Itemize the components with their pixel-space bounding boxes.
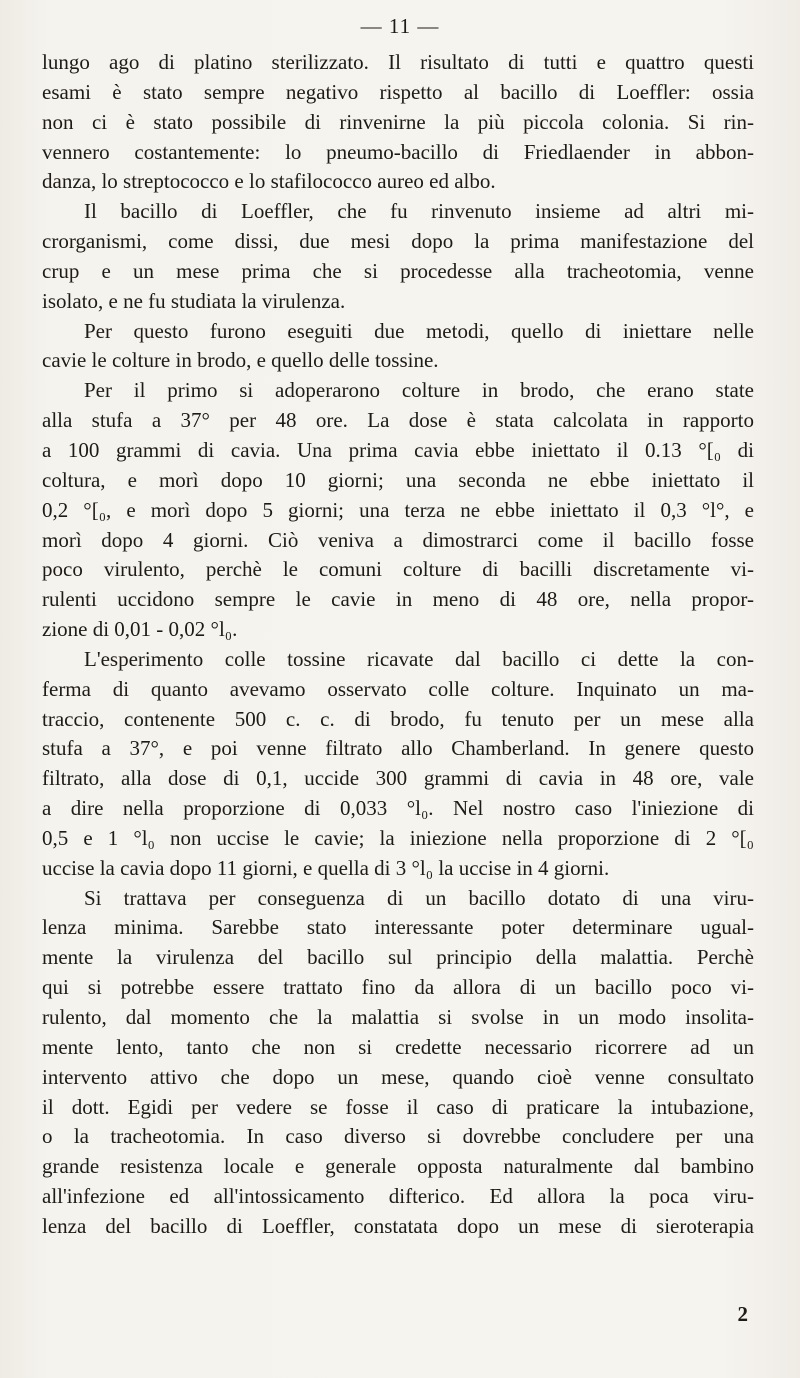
text-line: grande resistenza locale e generale opposta naturalmente dal bambino [42, 1154, 754, 1179]
text-line: lungo ago di platino sterilizzato. Il risultato di tutti e quattro questi [42, 50, 754, 74]
text-line: il dott. Egidi per vedere se fosse il caso di praticare la intubazione, [42, 1094, 754, 1119]
text-line: cavie le colture in brodo, e quello delle tossine. [42, 348, 439, 373]
text-line: all'infezione ed all'intossicamento difterico. Ed allora la poca viru- [42, 1184, 754, 1209]
text-line: mente la virulenza del bacillo sul principio della malattia. Perchè [42, 945, 754, 970]
text-line: L'esperimento colle tossine ricavate dal bacillo ci dette la con- [84, 646, 754, 671]
text-line: 0,5 e 1 °l₀ non uccise le cavie; la iniezione nella proporzione di 2 °[₀ [42, 825, 754, 850]
text-line: traccio, contenente 500 c. c. di brodo, fu tenuto per un mese alla [42, 706, 754, 731]
text-line: poco virulento, perchè le comuni colture di bacilli discretamente vi- [42, 557, 754, 582]
text-line: mente lento, tanto che non si credette necessario ricorrere ad un [42, 1034, 754, 1059]
text-line: intervento attivo che dopo un mese, quando cioè venne consultato [42, 1064, 754, 1089]
signature-mark: 2 [737, 1302, 748, 1326]
text-line: crup e un mese prima che si procedesse alla tracheotomia, venne [42, 258, 754, 283]
text-line: coltura, e morì dopo 10 giorni; una seconda ne ebbe iniettato il [42, 467, 754, 492]
page-number: — 11 — [360, 14, 440, 38]
text-line: uccise la cavia dopo 11 giorni, e quella di 3 °l₀ la uccise in 4 giorni. [42, 855, 610, 880]
text-line: a dire nella proporzione di 0,033 °l₀. Nel nostro caso l'iniezione di [42, 796, 754, 821]
text-line: stufa a 37°, e poi venne filtrato allo Chamberland. In genere questo [42, 736, 754, 761]
text-line: morì dopo 4 giorni. Ciò veniva a dimostrarci come il bacillo fosse [42, 527, 754, 552]
text-line: o la tracheotomia. In caso diverso si dovrebbe concludere per una [42, 1124, 754, 1149]
text-line: esami è stato sempre negativo rispetto al bacillo di Loeffler: ossia [42, 79, 754, 104]
text-line: isolato, e ne fu studiata la virulenza. [42, 288, 346, 313]
text-line: Per il primo si adoperarono colture in brodo, che erano state [84, 378, 754, 403]
text-line: rulenti uccidono sempre le cavie in meno di 48 ore, nella propor- [42, 587, 754, 612]
text-line: filtrato, alla dose di 0,1, uccide 300 grammi di cavia in 48 ore, vale [42, 766, 754, 791]
text-line: vennero costantemente: lo pneumo-bacillo di Friedlaender in abbon- [42, 139, 754, 164]
text-line: Per questo furono eseguiti due metodi, quello di iniettare nelle [84, 318, 754, 343]
text-line: danza, lo streptococco e lo stafilococco aureo ed albo. [42, 169, 496, 194]
text-line: a 100 grammi di cavia. Una prima cavia ebbe iniettato il 0.13 °[₀ di [42, 437, 754, 462]
text-line: Il bacillo di Loeffler, che fu rinvenuto insieme ad altri mi- [84, 199, 754, 224]
text-line: ferma di quanto avevamo osservato colle colture. Inquinato un ma- [42, 676, 754, 701]
text-line: rulento, dal momento che la malattia si svolse in un modo insolita- [42, 1005, 754, 1029]
text-line: qui si potrebbe essere trattato fino da allora di un bacillo poco vi- [42, 975, 754, 1000]
text-line: alla stufa a 37° per 48 ore. La dose è stata calcolata in rapporto [42, 408, 754, 433]
text-line: lenza del bacillo di Loeffler, constatata dopo un mese di sieroterapia [42, 1213, 754, 1238]
text-line: non ci è stato possibile di rinvenirne la più piccola colonia. Si rin- [42, 109, 754, 134]
body-text [42, 48, 754, 1242]
text-line: zione di 0,01 - 0,02 °l₀. [42, 617, 238, 642]
text-line: Si trattava per conseguenza di un bacillo dotato di una viru- [84, 885, 754, 910]
text-line: crorganismi, come dissi, due mesi dopo la prima manifestazione del [42, 229, 754, 254]
text-line: lenza minima. Sarebbe stato interessante poter determinare ugual- [42, 915, 754, 940]
text-line: 0,2 °[₀, e morì dopo 5 giorni; una terza ne ebbe iniettato il 0,3 °l°, e [42, 497, 754, 522]
